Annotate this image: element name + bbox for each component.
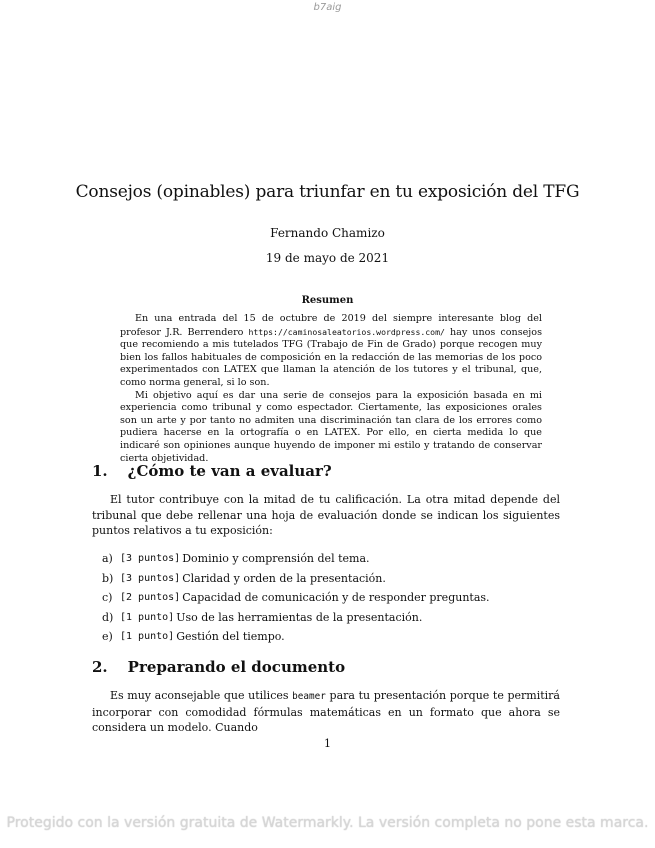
paragraph-text: Es muy aconsejable que utilices [110,689,293,702]
item-text: Capacidad de comunicación y de responder preguntas. [182,591,490,605]
section-heading [92,658,345,676]
section-number: 1. [92,462,108,480]
blog-url-link[interactable]: https://caminosaleatorios.wordpress.com/ [248,326,445,337]
item-text: Claridad y orden de la presentación. [182,571,386,585]
item-text: Uso de las herramientas de la presentación. [176,610,423,624]
inline-code: beamer [292,691,326,702]
paragraph [92,688,560,736]
abstract-text: En una entrada del 15 de octubre de 2019 del siempre interesante blog del profesor J.R. Berrendero [120,313,542,338]
section-heading [92,462,332,480]
item-label: c) [102,591,113,605]
list-item [102,588,562,608]
header-mark: b7aig [313,2,342,13]
item-points: [1 punto] [120,631,175,643]
item-label: b) [102,571,114,585]
paragraph-text: para tu presentación porque te permitirá incorporar con comodidad fórmulas matemáticas en un formato que ahora se considera un modelo. Cuando [92,689,560,734]
evaluation-list [102,549,562,647]
list-item [102,549,562,569]
section-body [92,492,560,539]
section-number: 2. [92,658,108,676]
item-points: [2 puntos] [120,592,181,604]
abstract-paragraph: Mi objetivo aquí es dar una serie de consejos para la exposición basada en mi experiencia como tribunal y como espectador. Ciertamente, las exposiciones orales son un arte y por tanto no admiten una discriminación tan clara de los errores como pudiera hacerse en la ortografía o en LATEX. Por ello, en cierta medida lo que indicaré son opiniones aunque huyendo de imponer mi estilo y tratando de conservar cierta objetividad. [120,389,542,464]
paragraph: El tutor contribuye con la mitad de tu calificación. La otra mitad depende del tribunal que debe rellenar una hoja de evaluación donde se indican los siguientes puntos relativos a tu exposición: [92,493,560,537]
item-points: [3 puntos] [120,572,181,584]
item-text: Dominio y comprensión del tema. [182,552,370,566]
page-number: 1 [324,737,331,750]
abstract-heading: Resumen [301,295,354,306]
list-item [102,569,562,589]
item-label: e) [102,630,113,644]
section-title: Preparando el documento [127,658,346,676]
section-body [92,688,560,736]
author-name: Fernando Chamizo [270,226,385,240]
item-points: [3 puntos] [120,553,181,565]
abstract-paragraph [120,313,542,390]
paper-title: Consejos (opinables) para triunfar en tu exposición del TFG [75,182,580,202]
item-text: Gestión del tiempo. [176,630,285,644]
list-item [102,608,562,628]
watermark-text: Protegido con la versión gratuita de Watermarkly. La versión completa no pone esta marca. [6,815,649,831]
item-label: a) [102,552,113,566]
abstract-text: hay unos consejos que recomiendo a mis tutelados TFG (Trabajo de Fin de Grado) porque recogen muy bien los fallos habituales de composición en la redacción de las memorias de los poco experimentados con LATEX que llaman la atención de los tutores y el tribunal, que, como norma general, si lo son. [120,326,542,388]
item-label: d) [102,610,114,624]
publication-date: 19 de mayo de 2021 [265,251,390,265]
list-item [102,627,562,647]
section-title: ¿Cómo te van a evaluar? [127,462,332,480]
item-points: [1 punto] [120,611,175,623]
abstract [120,313,542,465]
